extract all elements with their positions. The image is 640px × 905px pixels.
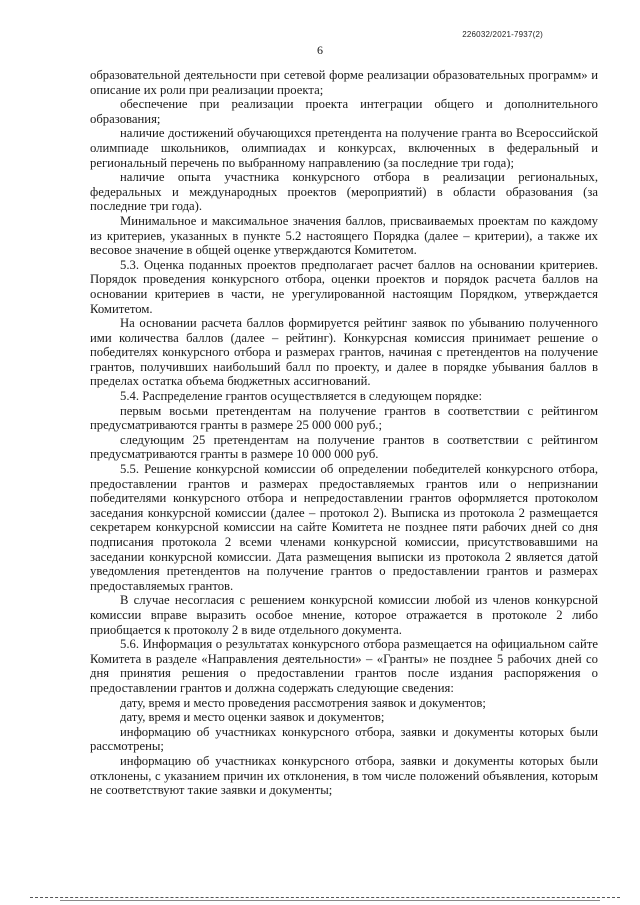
document-body [90,68,598,798]
paragraph: информацию об участниках конкурсного отбора, заявки и документы которых были рассмотрены; [90,724,598,754]
scan-edge-line [60,900,600,901]
paragraph: 5.3. Оценка поданных проектов предполагает расчет баллов на основании критериев. Порядок проведения конкурсного отбора, оценки проектов и порядок расчета баллов на основании критериев в части, не урегулированной настоящим Порядком, утверждается Комитетом. [90,257,598,316]
paragraph: 5.5. Решение конкурсной комиссии об определении победителей конкурсного отбора, предоставлении грантов и размерах предоставляемых грантов или о непризнании победителями конкурсного отбора и непредоставлении грантов оформляется протоколом заседания конкурсной комиссии (далее – протокол 2). Выписка из протокола 2 размещается секретарем конкурсной комиссии на сайте Комитета не позднее пяти рабочих дней со дня подписания протокола 2 всеми членами конкурсной комиссии, присутствовавшими на заседании конкурсной комиссии. Дата размещения выписки из протокола 2 является датой уведомления претендентов на получение грантов о предоставлении грантов и размерах предоставляемых грантов. [90,462,598,593]
page-number: 6 [317,43,323,57]
paragraph: Минимальное и максимальное значения баллов, присваиваемых проектам по каждому из критериев, указанных в пункте 5.2 настоящего Порядка (далее – критерии), а также их весовое значение в общей оценке утверждаются Комитетом. [90,213,598,258]
paragraph: наличие опыта участника конкурсного отбора в реализации региональных, федеральных и международных проектов (мероприятий) в области образования (за последние три года). [90,170,598,214]
paragraph: 5.4. Распределение грантов осуществляется в следующем порядке: [120,389,482,404]
paragraph: информацию об участниках конкурсного отбора, заявки и документы которых были отклонены, с указанием причин их отклонения, в том числе положений объявления, которым не соответствуют такие заявки и документы; [90,753,598,798]
paragraph: На основании расчета баллов формируется рейтинг заявок по убыванию полученного ими количества баллов (далее – рейтинг). Конкурсная комиссия принимает решение о победителях конкурсного отбора и размерах грантов, начиная с претендентов на получение грантов, получивших наибольший балл по проекту, и далее в порядке убывания баллов в пределах остатка объема бюджетных ассигнований. [90,316,598,389]
registration-number: 226032/2021-7937(2) [462,30,543,39]
paragraph: образовательной деятельности при сетевой форме реализации образовательных программ» и описание их роли при реализации проекта; [90,68,598,97]
paragraph: В случае несогласия с решением конкурсной комиссии любой из членов конкурсной комиссии вправе выразить особое мнение, которое отражается в протоколе 2 либо приобщается к протоколу 2 в виде отдельного документа. [90,593,598,637]
paragraph: обеспечение при реализации проекта интеграции общего и дополнительного образования; [90,97,598,126]
paragraph: 5.6. Информация о результатах конкурсного отбора размещается на официальном сайте Комитета в разделе «Направления деятельности» – «Гранты» не позднее 5 рабочих дней со дня принятия решения о предоставлении грантов после издания распоряжения о предоставлении грантов и должна содержать следующие сведения: [90,637,598,695]
paragraph: наличие достижений обучающихся претендента на получение гранта во Всероссийской олимпиаде школьников, олимпиадах и конкурсах, включенных в федеральный и региональный перечень по выбранному направлению (за последние три года); [90,126,598,170]
paragraph: следующим 25 претендентам на получение грантов в соответствии с рейтингом предусматриваются гранты в размере 10 000 000 руб. [90,432,598,462]
paragraph: дату, время и место проведения рассмотрения заявок и документов; [120,695,486,710]
paragraph: первым восьми претендентам на получение грантов в соответствии с рейтингом предусматриваются гранты в размере 25 000 000 руб.; [90,403,598,433]
scan-edge-line [30,897,620,898]
paragraph: дату, время и место оценки заявок и документов; [120,710,385,725]
